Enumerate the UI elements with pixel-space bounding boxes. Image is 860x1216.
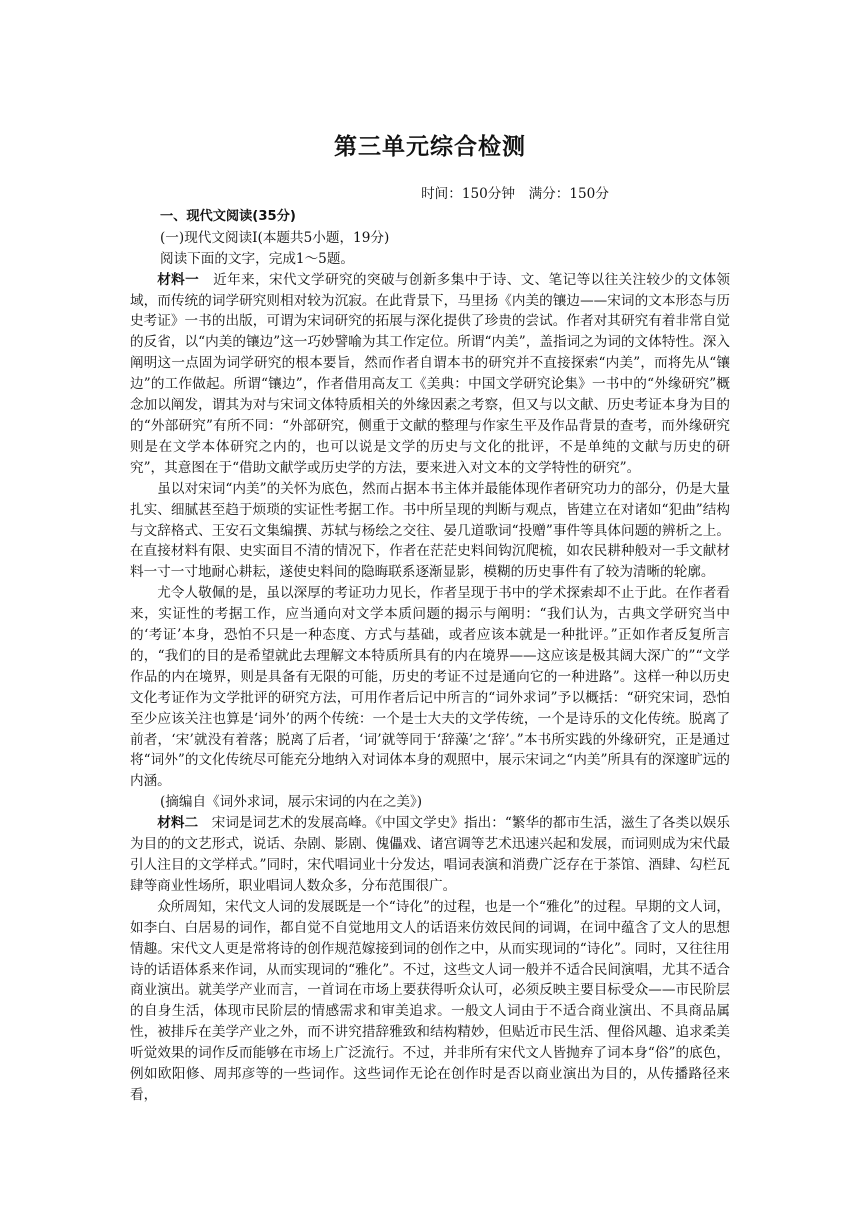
subsection-heading: (一)现代文阅读Ⅰ(本题共5小题，19分) (160, 229, 390, 246)
material-2-text-1: 宋词是词艺术的发展高峰。《中国文学史》指出：“繁华的都市生活，滋生了各类以娱乐为目的的文艺形式，说话、杂剧、影剧、傀儡戏、诸宫调等艺术迅速兴起和发展，而词则成为宋代最引人注目的文学样式。”同时，宋代唱词业十分发达，唱词表演和消费广泛存在于茶馆、酒肆、勾栏瓦肆等商业性场所，职业唱词人数众多，分布范围很广。 (130, 815, 730, 894)
material-1-label: 材料一 (157, 271, 200, 288)
material-1-text-1: 近年来，宋代文学研究的突破与创新多集中于诗、文、笔记等以往关注较少的文体领域，而传统的词学研究则相对较为沉寂。在此背景下，马里扬《内美的镶边——宋词的文本形态与历史考证》一书的出版，可谓为宋词研究的拓展与深化提供了珍贵的尝试。作者对其研究有着非常自觉的反省，以“内美的镶边”这一巧妙譬喻为其工作定位。所谓“内美”，盖指词之为词的文体特性。深入阐明这一点固为词学研究的根本要旨，然而作者自谓本书的研究并不直接探索“内美”，而将先从“镶边”的工作做起。所谓“镶边”，作者借用高友工《美典：中国文学研究论集》一书中的“外缘研究”概念加以阐发，谓其为对与宋词文体特质相关的外缘因素之考察，但又与以文献、历史考证本身为目的的“外部研究”有所不同：“外部研究，侧重于文献的整理与作家生平及作品背景的查考，而外缘研究则是在文学本体研究之内的，也可以说是文学的历史与文化的批评，不是单纯的文献与历史的研究”，其意图在于“借助文献学或历史学的方法，要来进入对文本的文学特性的研究”。 (130, 271, 731, 476)
exam-meta: 时间：150分钟 满分：150分 (421, 186, 609, 202)
document-body (130, 184, 730, 1106)
page-title: 第三单元综合检测 (334, 134, 526, 160)
material-2-paragraph-1 (130, 813, 730, 897)
material-1-source: (摘编自《词外求词，展示宋词的内在之美》) (160, 794, 423, 811)
material-2-label: 材料二 (157, 815, 199, 832)
material-1-paragraph-3: 尤令人敬佩的是，虽以深厚的考证功力见长，作者呈现于书中的学术探索却不止于此。在作者看来，实证性的考据工作，应当通向对文学本质问题的揭示与阐明：“我们认为，古典文学研究当中的‘考证’本身，恐怕不只是一种态度、方式与基础，或者应该本就是一种批评。”正如作者反复所言的，“我们的目的是希望就此去理解文本特质所具有的内在境界——这应该是极其阔大深广的”“文学作品的内在境界，则是具备有无限的可能，历史的考证不过是通向它的一种进路”。这样一种以历史文化考证作为文学批评的研究方法，可用作者后记中所言的“词外求词”予以概括：“研究宋词，恐怕至少应该关注也算是‘词外’的两个传统：一个是士大夫的文学传统，一个是诗乐的文化传统。脱离了前者，‘宋’就没有着落；脱离了后者，‘词’就等同于‘辞藻’之‘辞’。”本书所实践的外缘研究，正是通过将“词外”的文化传统尽可能充分地纳入对词体本身的观照中，展示宋词之“内美”所具有的深邃旷远的内涵。 (130, 585, 730, 790)
material-1-paragraph-1 (130, 270, 730, 479)
instruction: 阅读下面的文字，完成1～5题。 (160, 250, 355, 267)
section-heading: 一、现代文阅读(35分) (160, 208, 296, 224)
material-1-paragraph-2: 虽以对宋词“内美”的关怀为底色，然而占据本书主体并最能体现作者研究功力的部分，仍是大量扎实、细腻甚至趋于烦琐的实证性考据工作。书中所呈现的判断与观点，皆建立在对诸如“犯曲”结构与文辞格式、王安石文集编撰、苏轼与杨绘之交往、晏几道歌词“投赠”事件等具体问题的辨析之上。在直接材料有限、史实面目不清的情况下，作者在茫茫史料间钩沉爬梳，如农民耕种般对一手文献材料一寸一寸地耐心耕耘，遂使史料间的隐晦联系逐渐显影，模糊的历史事件有了较为清晰的轮廓。 (130, 480, 730, 581)
material-2-paragraph-2: 众所周知，宋代文人词的发展既是一个“诗化”的过程，也是一个“雅化”的过程。早期的文人词，如李白、白居易的词作，都自觉不自觉地用文人的话语来仿效民间的词调，在词中蕴含了文人的思想情趣。宋代文人更是常将诗的创作规范嫁接到词的创作之中，从而实现词的“诗化”。同时，又往往用诗的话语体系来作词，从而实现词的“雅化”。不过，这些文人词一般并不适合民间演唱，尤其不适合商业演出。就美学产业而言，一首词在市场上要获得听众认可，必须反映主要目标受众——市民阶层的自身生活，体现市民阶层的情感需求和审美追求。一般文人词由于不适合商业演出、不具商品属性，被排斥在美学产业之外，而不讲究措辞雅致和结构精妙，但贴近市民生活、俚俗风趣、追求柔美听觉效果的词作反而能够在市场上广泛流行。不过，并非所有宋代文人皆抛弃了词本身“俗”的底色，例如欧阳修、周邦彦等的一些词作。这些词作无论在创作时是否以商业演出为目的，从传播路径来看， (130, 898, 730, 1103)
